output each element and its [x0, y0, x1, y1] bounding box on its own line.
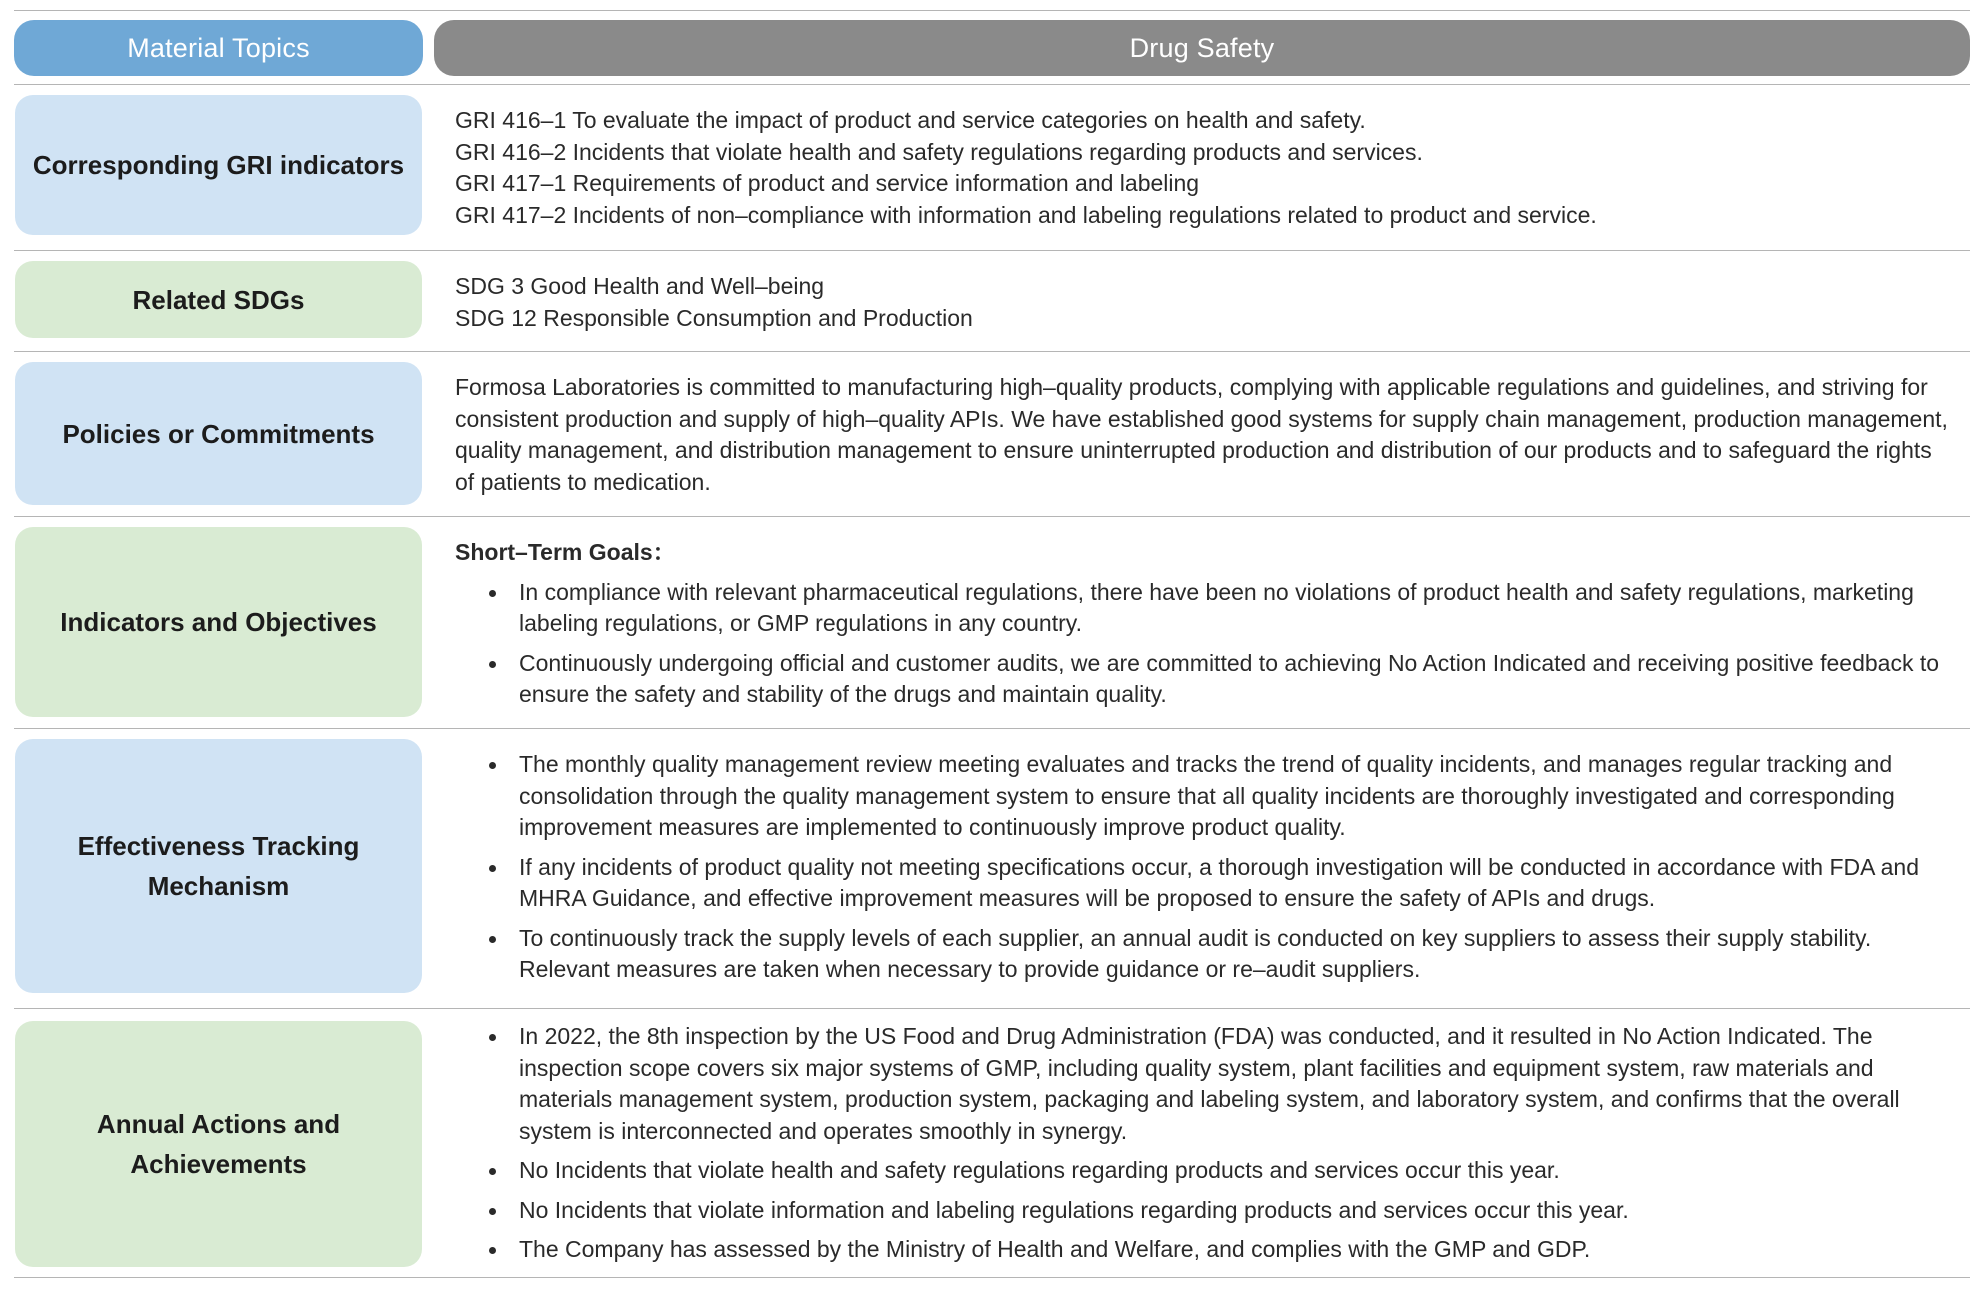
gri-line: GRI 416–2 Incidents that violate health and safety regulations regarding products and services. — [455, 138, 1423, 165]
row-effectiveness-tracking — [14, 728, 1970, 1009]
list-item: To continuously track the supply levels of each supplier, an annual audit is conducted on key suppliers to assess their supply stability. Relevant measures are taken when necessary to provide guidance or re–audit suppliers. — [455, 923, 1955, 986]
bullet-icon — [489, 865, 496, 872]
gri-line: GRI 416–1 To evaluate the impact of product and service categories on health and safety. — [455, 107, 1366, 133]
related-sdgs-content — [455, 271, 1955, 334]
list-item: The Company has assessed by the Ministry of Health and Welfare, and complies with the GMP and GDP. — [455, 1234, 1955, 1266]
policies-text: Formosa Laboratories is committed to manufacturing high–quality products, complying with applicable regulations and guidelines, and striving for consistent production and supply of high–quality APIs. We have established good systems for supply chain management, production management, quality management, and distribution management to ensure uninterrupted production and distribution of our products and to safeguard the rights of patients to medication. — [455, 374, 1948, 495]
sdg-line: SDG 12 Responsible Consumption and Production — [455, 304, 973, 331]
label-line: Mechanism — [147, 871, 290, 901]
top-rule — [14, 10, 1970, 11]
tracking-content — [455, 749, 1955, 986]
list-item: No Incidents that violate information and labeling regulations regarding products and services occur this year. — [455, 1195, 1955, 1227]
label-policies-commitments: Policies or Commitments — [15, 362, 422, 505]
bullet-icon — [489, 1247, 496, 1254]
row-gri-indicators — [14, 84, 1970, 251]
gri-line: GRI 417–1 Requirements of product and service information and labeling — [455, 170, 1200, 196]
list-item: In compliance with relevant pharmaceutical regulations, there have been no violations of product health and safety regulations, marketing labeling regulations, or GMP regulations in any country. — [455, 577, 1955, 640]
tracking-list — [455, 749, 1955, 986]
label-effectiveness-tracking — [15, 739, 422, 993]
row-related-sdgs — [14, 250, 1970, 352]
bullet-icon — [489, 762, 496, 769]
indicators-list — [455, 577, 1955, 711]
gri-indicators-content — [455, 105, 1955, 231]
annual-list — [455, 1021, 1955, 1266]
bullet-icon — [489, 590, 496, 597]
annual-content — [455, 1021, 1955, 1266]
label-annual-actions — [15, 1021, 422, 1267]
table-header — [14, 20, 1970, 76]
list-item: No Incidents that violate health and safety regulations regarding products and services occur this year. — [455, 1155, 1955, 1187]
list-item: If any incidents of product quality not meeting specifications occur, a thorough investigation will be conducted in accordance with FDA and MHRA Guidance, and effective improvement measures will be proposed to ensure the safety of APIs and drugs. — [455, 852, 1955, 915]
drug-safety-header: Drug Safety — [434, 20, 1970, 76]
bullet-icon — [489, 1208, 496, 1215]
label-indicators-objectives: Indicators and Objectives — [15, 527, 422, 717]
bullet-icon — [489, 1168, 496, 1175]
short-term-goals-heading: Short–Term Goals： — [455, 539, 676, 565]
bullet-icon — [489, 936, 496, 943]
row-indicators-objectives — [14, 516, 1970, 729]
label-line: Achievements — [130, 1149, 307, 1179]
label-gri-indicators: Corresponding GRI indicators — [15, 95, 422, 235]
label-line: Effectiveness Tracking — [77, 831, 360, 861]
list-item: Continuously undergoing official and customer audits, we are committed to achieving No Action Indicated and receiving positive feedback to ensure the safety and stability of the drugs and maintain quality. — [455, 648, 1955, 711]
bullet-icon — [489, 1034, 496, 1041]
sdg-line: SDG 3 Good Health and Well–being — [455, 273, 825, 299]
policies-content — [455, 372, 1955, 498]
material-topics-header: Material Topics — [14, 20, 423, 76]
list-item: The monthly quality management review meeting evaluates and tracks the trend of quality incidents, and manages regular tracking and consolidation through the quality management system to ensure that all quality incidents are thoroughly investigated and corresponding improvement measures are implemented to continuously improve product quality. — [455, 749, 1955, 844]
list-item: In 2022, the 8th inspection by the US Food and Drug Administration (FDA) was conducted, and it resulted in No Action Indicated. The inspection scope covers six major systems of GMP, including quality system, plant facilities and equipment system, raw materials and materials management system, production system, packaging and labeling system, and laboratory system, and confirms that the overall system is interconnected and operates smoothly in synergy. — [455, 1021, 1955, 1147]
row-annual-actions — [14, 1008, 1970, 1278]
label-line: Annual Actions and — [96, 1109, 341, 1139]
row-policies-commitments — [14, 351, 1970, 517]
drug-safety-table — [14, 10, 1970, 1280]
label-related-sdgs: Related SDGs — [15, 261, 422, 338]
gri-line: GRI 417–2 Incidents of non–compliance with information and labeling regulations related to product and service. — [455, 201, 1597, 228]
bullet-icon — [489, 661, 496, 668]
indicators-content — [455, 537, 1955, 711]
